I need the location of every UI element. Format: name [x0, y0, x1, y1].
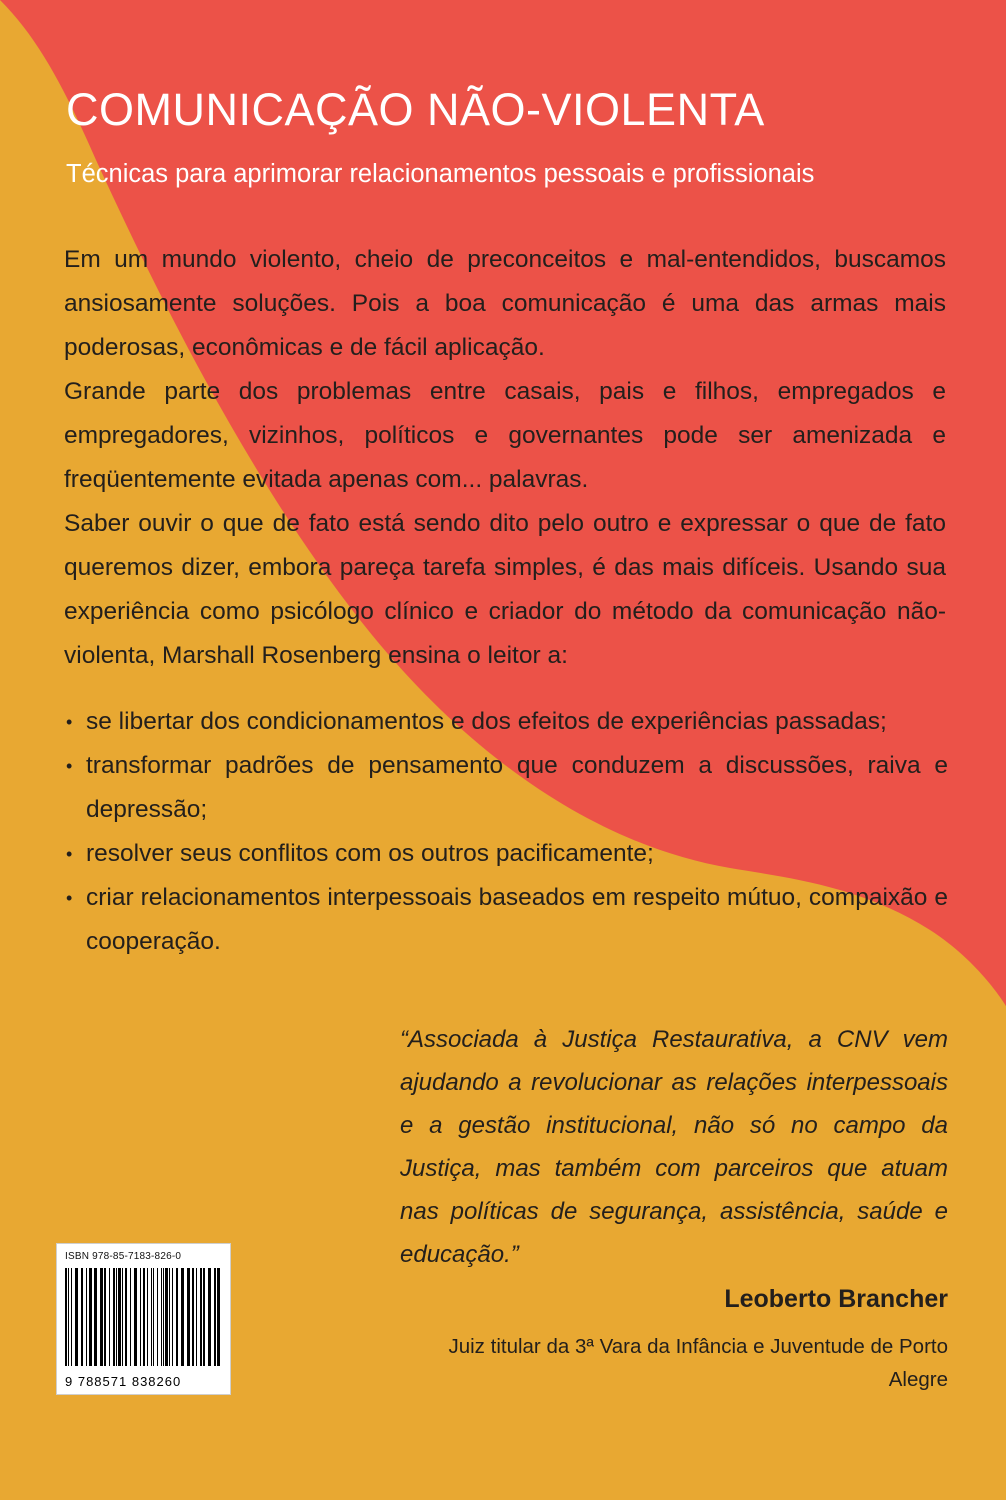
blurb-paragraph: Saber ouvir o que de fato está sendo dito pelo outro e expressar o que de fato queremos dizer, embora pareça tarefa simples, é das mais difíceis. Usando sua experiência como psicólogo clínico e criador do método da comunicação não-violenta, Marshall Rosenberg ensina o leitor a: [64, 510, 946, 669]
benefit-list [64, 700, 948, 964]
page-subtitle: Técnicas para aprimorar relacionamentos pessoais e profissionais [66, 160, 815, 188]
blurb-paragraphs [64, 238, 946, 678]
blurb-paragraph: Em um mundo violento, cheio de preconceitos e mal-entendidos, buscamos ansiosamente soluções. Pois a boa comunicação é uma das armas mais poderosas, econômicas e de fácil aplicação. [64, 246, 946, 361]
testimonial-author: Leoberto Brancher [724, 1285, 948, 1313]
list-item: • resolver seus conflitos com os outros pacificamente; [64, 832, 948, 876]
testimonial-author-role: Juiz titular da 3ª Vara da Infância e Juventude de Porto Alegre [448, 1335, 948, 1391]
page-title: COMUNICAÇÃO NÃO-VIOLENTA [66, 84, 765, 135]
blurb-paragraph: Grande parte dos problemas entre casais, pais e filhos, empregados e empregadores, vizinhos, políticos e governantes pode ser amenizada e freqüentemente evitada apenas com... palavras. [64, 378, 946, 493]
barcode [56, 1243, 231, 1395]
list-item: • se libertar dos condicionamentos e dos efeitos de experiências passadas; [64, 700, 948, 744]
list-item: • criar relacionamentos interpessoais baseados em respeito mútuo, compaixão e cooperação. [64, 876, 948, 964]
testimonial-quote: “Associada à Justiça Restaurativa, a CNV vem ajudando a revolucionar as relações interpessoais e a gestão institucional, não só no campo da Justiça, mas também com parceiros que atuam nas políticas de segurança, assistência, saúde e educação.” [400, 1026, 948, 1268]
barcode-digits: 9 788571 838260 [65, 1374, 182, 1389]
barcode-isbn-label: ISBN 978-85-7183-826-0 [65, 1251, 182, 1262]
barcode-bars [65, 1268, 223, 1366]
list-item: • transformar padrões de pensamento que conduzem a discussões, raiva e depressão; [64, 744, 948, 832]
